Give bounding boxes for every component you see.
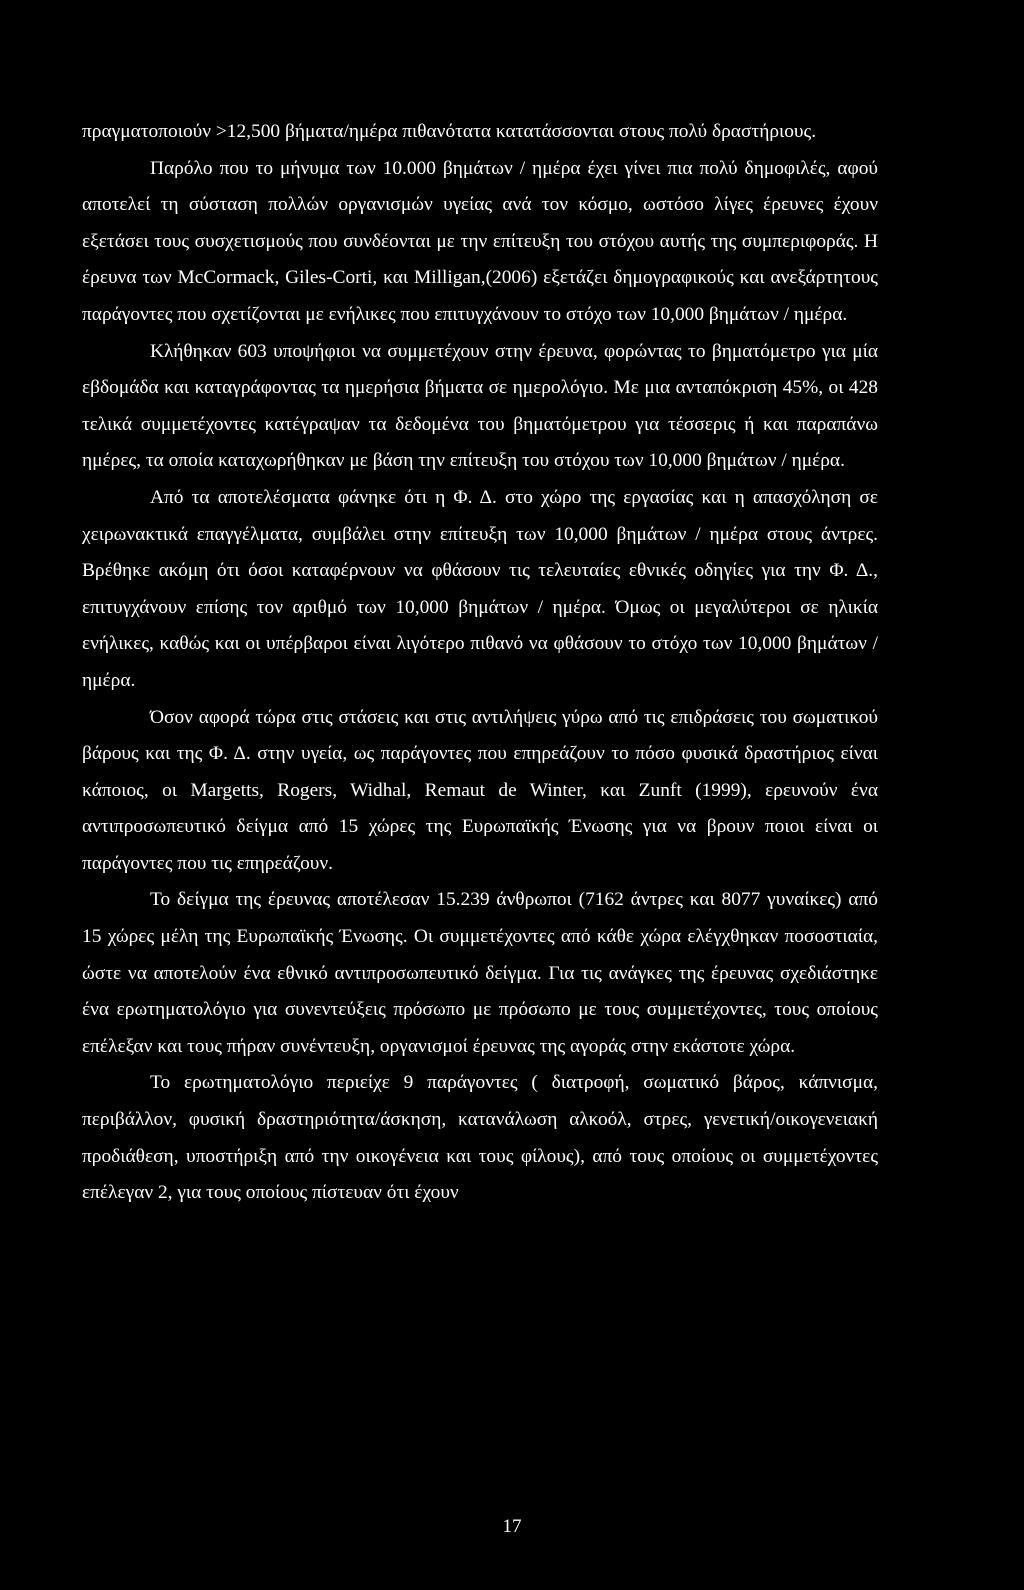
paragraph-4: Από τα αποτελέσματα φάνηκε ότι η Φ. Δ. στο χώρο της εργασίας και η απασχόληση σε χειρωνακτικά επαγγέλματα, συμβάλει στην επίτευξη των 10,000 βημάτων / ημέρα στους άντρες. Βρέθηκε ακόμη ότι όσοι καταφέρνουν να φθάσουν τις τελευταίες εθνικές οδηγίες για την Φ. Δ., επιτυγχάνουν επίσης τον αριθμό των 10,000 βημάτων / ημέρα. Όμως οι μεγαλύτεροι σε ηλικία ενήλικες, καθώς και οι υπέρβαροι είναι λιγότερο πιθανό να φθάσουν το στόχο των 10,000 βημάτων / ημέρα. bbox=[82, 486, 878, 691]
page-number: 17 bbox=[502, 1516, 522, 1537]
paragraph-3: Κλήθηκαν 603 υποψήφιοι να συμμετέχουν στην έρευνα, φορώντας το βηματόμετρο για μία εβδομάδα και καταγράφοντας τα ημερήσια βήματα σε ημερολόγιο. Με μια ανταπόκριση 45%, οι 428 τελικά συμμετέχοντες κατέγραψαν τα δεδομένα του βηματόμετρου για τέσσερις ή και παραπάνω ημέρες, τα οποία καταχωρήθηκαν με βάση την επίτευξη του στόχου των 10,000 βημάτων / ημέρα. bbox=[82, 340, 878, 472]
paragraph-6: Το δείγμα της έρευνας αποτέλεσαν 15.239 άνθρωποι (7162 άντρες και 8077 γυναίκες) από 15 χώρες μέλη της Ευρωπαϊκής Ένωσης. Οι συμμετέχοντες από κάθε χώρα ελέγχθηκαν ποσοστιαία, ώστε να αποτελούν ένα εθνικό αντιπροσωπευτικό δείγμα. Για τις ανάγκες της έρευνας σχεδιάστηκε ένα ερωτηματολόγιο για συνεντεύξεις πρόσωπο με πρόσωπο με τους συμμετέχοντες, τους οποίους επέλεξαν και τους πήραν συνέντευξη, οργανισμοί έρευνας της αγοράς στην εκάστοτε χώρα. bbox=[82, 889, 878, 1057]
paragraph-5: Όσον αφορά τώρα στις στάσεις και στις αντιλήψεις γύρω από τις επιδράσεις του σωματικού βάρους και της Φ. Δ. στην υγεία, ως παράγοντες που επηρεάζουν το πόσο φυσικά δραστήριος είναι κάποιος, οι Margetts, Rogers, Widhal, Remaut de Winter, και Zunft (1999), ερευνούν ένα αντιπροσωπευτικό δείγμα από 15 χώρες της Ευρωπαϊκής Ένωσης για να βρουν ποιοι είναι οι παράγοντες που τις επηρεάζουν. bbox=[82, 706, 878, 874]
paragraph-2: Παρόλο που το μήνυμα των 10.000 βημάτων / ημέρα έχει γίνει πια πολύ δημοφιλές, αφού αποτελεί τη σύσταση πολλών οργανισμών υγείας ανά τον κόσμο, ωστόσο λίγες έρευνες έχουν εξετάσει τους συσχετισμούς που συνδέονται με την επίτευξη του στόχου αυτής της συμπεριφοράς. Η έρευνα των McCormack, Giles-Corti, και Milligan,(2006) εξετάζει δημογραφικούς και ανεξάρτητους παράγοντες που σχετίζονται με ενήλικες που επιτυγχάνουν το στόχο των 10,000 βημάτων / ημέρα. bbox=[82, 157, 878, 325]
document-body bbox=[82, 114, 878, 1212]
paragraph-1: πραγματοποιούν >12,500 βήματα/ημέρα πιθανότατα κατατάσσονται στους πολύ δραστήριους. bbox=[82, 121, 817, 142]
paragraph-7: Το ερωτηματολόγιο περιείχε 9 παράγοντες ( διατροφή, σωματικό βάρος, κάπνισμα, περιβάλλον, φυσική δραστηριότητα/άσκηση, κατανάλωση αλκοόλ, στρες, γενετική/οικογενειακή προδιάθεση, υποστήριξη από την οικογένεια και τους φίλους), από τους οποίους οι συμμετέχοντες επέλεγαν 2, για τους οποίους πίστευαν ότι έχουν bbox=[82, 1072, 878, 1204]
